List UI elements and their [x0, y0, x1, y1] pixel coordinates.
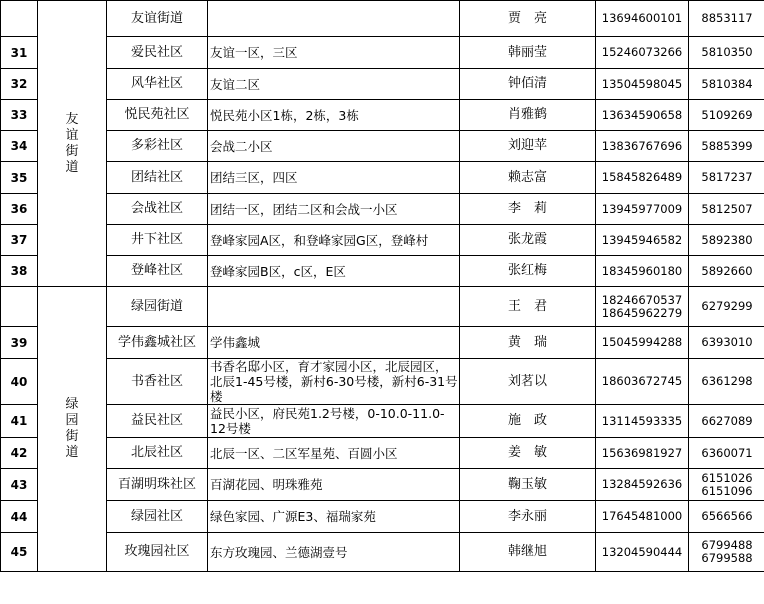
value-line: 18645962279	[601, 305, 683, 320]
table-row	[1, 501, 764, 533]
value-line: 15845826489	[601, 170, 683, 184]
community-name: 友谊街道	[107, 1, 208, 37]
mobile-number	[596, 69, 689, 100]
office-phone	[689, 194, 764, 225]
contact-person: 张龙霞	[460, 225, 596, 256]
mobile-number	[596, 501, 689, 533]
value-line: 13945977009	[601, 201, 683, 216]
table-row	[1, 359, 764, 405]
table-row	[1, 469, 764, 501]
row-number: 38	[1, 256, 38, 287]
office-phone	[689, 69, 764, 100]
row-number: 33	[1, 100, 38, 131]
mobile-number	[596, 359, 689, 405]
community-name: 井下社区	[107, 225, 208, 256]
value-line: 13945946582	[601, 232, 683, 247]
value-line: 13836767696	[601, 138, 683, 153]
row-number: 35	[1, 162, 38, 194]
contact-person: 李 莉	[460, 194, 596, 225]
service-area: 北辰一区、二区军星苑、百圆小区	[208, 438, 460, 469]
service-area: 百湖花园、明珠雅苑	[208, 469, 460, 501]
contact-person: 姜 敏	[460, 438, 596, 469]
value-line: 15246073266	[601, 45, 683, 59]
value-line: 6393010	[701, 335, 753, 349]
service-area	[208, 287, 460, 327]
mobile-number	[596, 438, 689, 469]
community-name: 绿园街道	[107, 287, 208, 327]
mobile-number	[596, 287, 689, 327]
value-line: 6799488	[701, 538, 753, 552]
street-char: 道	[65, 159, 79, 175]
table-row	[1, 194, 764, 225]
contact-person: 肖雅鹤	[460, 100, 596, 131]
service-area: 团结三区，四区	[208, 162, 460, 194]
contact-person: 张红梅	[460, 256, 596, 287]
office-phone	[689, 438, 764, 469]
mobile-number	[596, 162, 689, 194]
row-number: 45	[1, 533, 38, 572]
service-area: 团结一区，团结二区和会战一小区	[208, 194, 460, 225]
value-line: 13204590444	[601, 544, 683, 559]
service-area: 友谊一区，三区	[208, 37, 460, 69]
value-line: 5109269	[701, 107, 753, 122]
community-name: 风华社区	[107, 69, 208, 100]
value-line: 6151026	[701, 470, 753, 485]
value-line: 5817237	[701, 170, 753, 184]
contact-person: 钟佰清	[460, 69, 596, 100]
office-phone	[689, 327, 764, 359]
contact-person: 贾 亮	[460, 1, 596, 37]
service-area: 益民小区，府民苑1.2号楼，0-10.0-11.0-12号楼	[208, 405, 460, 438]
value-line: 5885399	[701, 138, 753, 153]
row-number: 36	[1, 194, 38, 225]
office-phone	[689, 405, 764, 438]
office-phone	[689, 469, 764, 501]
row-number: 44	[1, 501, 38, 533]
contact-person: 刘茗以	[460, 359, 596, 405]
value-line: 5810350	[701, 45, 753, 59]
service-area: 东方玫瑰园、兰德湖壹号	[208, 533, 460, 572]
service-area: 学伟鑫城	[208, 327, 460, 359]
value-line: 13114593335	[601, 413, 683, 428]
community-name: 爱民社区	[107, 37, 208, 69]
contact-person: 刘迎苹	[460, 131, 596, 162]
row-number: 37	[1, 225, 38, 256]
value-line: 6279299	[701, 299, 753, 313]
value-line: 18246670537	[601, 292, 683, 307]
value-line: 6151096	[701, 483, 753, 498]
contact-person: 黄 瑞	[460, 327, 596, 359]
community-name: 百湖明珠社区	[107, 469, 208, 501]
row-number: 43	[1, 469, 38, 501]
office-phone	[689, 287, 764, 327]
street-char: 街	[65, 143, 79, 159]
mobile-number	[596, 225, 689, 256]
value-line: 15636981927	[601, 445, 683, 460]
mobile-number	[596, 256, 689, 287]
value-line: 5892660	[701, 263, 753, 278]
row-number	[1, 1, 38, 37]
value-line: 18345960180	[601, 263, 683, 278]
contact-person: 韩丽莹	[460, 37, 596, 69]
table-row	[1, 256, 764, 287]
row-number: 39	[1, 327, 38, 359]
table-row	[1, 131, 764, 162]
value-line: 15045994288	[601, 335, 683, 349]
table-row	[1, 438, 764, 469]
community-name: 益民社区	[107, 405, 208, 438]
value-line: 18603672745	[601, 374, 683, 388]
office-phone	[689, 100, 764, 131]
value-line: 5812507	[701, 201, 753, 216]
table-row	[1, 327, 764, 359]
street-char: 街	[65, 429, 79, 444]
mobile-number	[596, 1, 689, 37]
service-area: 登峰家园B区，c区，E区	[208, 256, 460, 287]
office-phone	[689, 256, 764, 287]
community-name: 团结社区	[107, 162, 208, 194]
value-line: 6799588	[701, 551, 753, 565]
value-line: 6566566	[701, 509, 753, 523]
value-line: 6360071	[701, 445, 753, 460]
office-phone	[689, 1, 764, 37]
community-name: 多彩社区	[107, 131, 208, 162]
contact-person: 韩继旭	[460, 533, 596, 572]
value-line: 13284592636	[601, 477, 683, 491]
table-row	[1, 225, 764, 256]
community-name: 登峰社区	[107, 256, 208, 287]
contact-person: 施 政	[460, 405, 596, 438]
mobile-number	[596, 131, 689, 162]
service-area: 悦民苑小区1栋，2栋，3栋	[208, 100, 460, 131]
community-name: 会战社区	[107, 194, 208, 225]
row-number	[1, 287, 38, 327]
table-row	[1, 100, 764, 131]
office-phone	[689, 225, 764, 256]
contact-person: 王 君	[460, 287, 596, 327]
community-name: 玫瑰园社区	[107, 533, 208, 572]
table-row	[1, 405, 764, 438]
community-name: 学伟鑫城社区	[107, 327, 208, 359]
table-row	[1, 162, 764, 194]
value-line: 8853117	[701, 11, 753, 25]
service-area: 书香名邸小区，育才家园小区，北辰园区，北辰1-45号楼，新村6-30号楼，新村6-31号楼	[208, 359, 460, 405]
service-area	[208, 1, 460, 37]
table-row	[1, 1, 764, 37]
street-name	[38, 1, 107, 287]
community-name: 悦民苑社区	[107, 100, 208, 131]
table-row	[1, 69, 764, 100]
value-line: 5810384	[701, 76, 753, 91]
contact-person: 赖志富	[460, 162, 596, 194]
table-row	[1, 533, 764, 572]
mobile-number	[596, 405, 689, 438]
office-phone	[689, 359, 764, 405]
table-row	[1, 287, 764, 327]
value-line: 13694600101	[601, 11, 683, 25]
street-char: 道	[65, 445, 79, 460]
street-char: 友	[65, 111, 79, 127]
service-area: 绿色家园、广源E3、福瑞家苑	[208, 501, 460, 533]
service-area: 友谊二区	[208, 69, 460, 100]
value-line: 5892380	[701, 232, 753, 247]
value-line: 6627089	[701, 413, 753, 428]
office-phone	[689, 501, 764, 533]
mobile-number	[596, 194, 689, 225]
value-line: 13504598045	[601, 76, 683, 91]
row-number: 31	[1, 37, 38, 69]
mobile-number	[596, 469, 689, 501]
street-name	[38, 287, 107, 572]
office-phone	[689, 162, 764, 194]
street-char: 谊	[65, 127, 79, 143]
community-name: 北辰社区	[107, 438, 208, 469]
mobile-number	[596, 100, 689, 131]
contact-person: 李永丽	[460, 501, 596, 533]
mobile-number	[596, 37, 689, 69]
table-row	[1, 37, 764, 69]
office-phone	[689, 131, 764, 162]
street-char: 绿	[65, 397, 79, 412]
row-number: 42	[1, 438, 38, 469]
office-phone	[689, 533, 764, 572]
contact-person: 鞠玉敏	[460, 469, 596, 501]
community-name: 绿园社区	[107, 501, 208, 533]
street-char: 园	[65, 413, 79, 428]
office-phone	[689, 37, 764, 69]
mobile-number	[596, 533, 689, 572]
community-name: 书香社区	[107, 359, 208, 405]
service-area: 登峰家园A区，和登峰家园G区，登峰村	[208, 225, 460, 256]
value-line: 6361298	[701, 374, 753, 388]
service-area: 会战二小区	[208, 131, 460, 162]
mobile-number	[596, 327, 689, 359]
value-line: 13634590658	[601, 107, 683, 122]
row-number: 34	[1, 131, 38, 162]
row-number: 40	[1, 359, 38, 405]
value-line: 17645481000	[601, 509, 683, 523]
row-number: 41	[1, 405, 38, 438]
row-number: 32	[1, 69, 38, 100]
